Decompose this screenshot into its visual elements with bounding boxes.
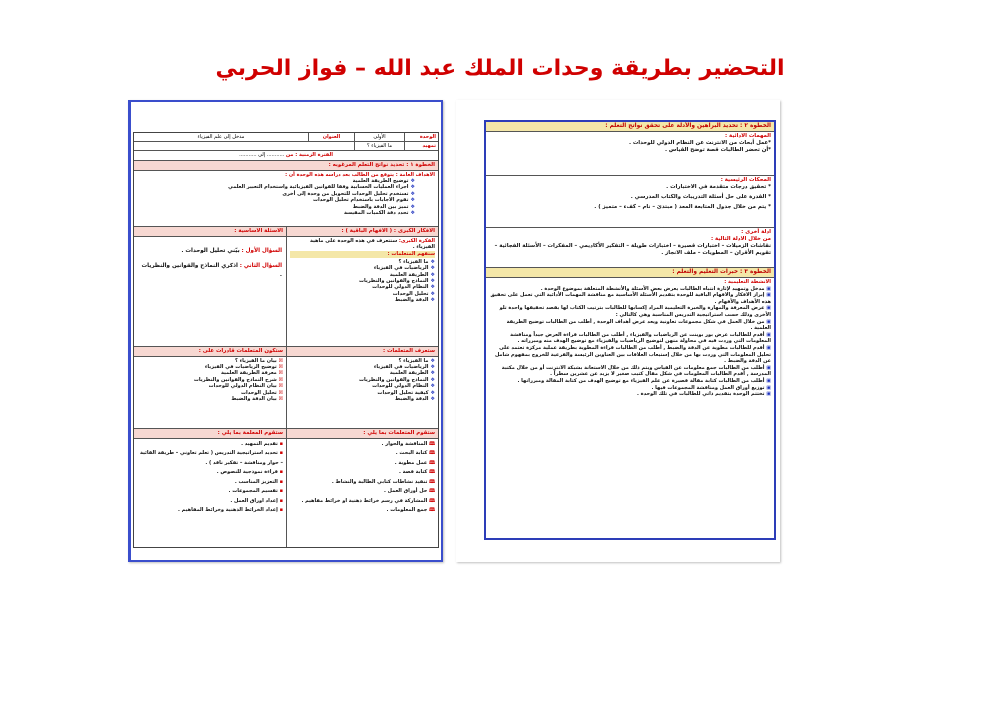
do-teacher-header-row [134, 429, 438, 439]
question-2-text: اذكري النماذج والقوانين والنظريات . [141, 262, 282, 278]
main-criteria [486, 176, 774, 228]
able-item: ☒ بيان النظام الدولي للوحدات [208, 383, 283, 390]
do-item: 🕮 كتابة قصة . [398, 469, 435, 476]
big-ideas-row [134, 237, 438, 347]
step2-heading: الخطوة ٢ : تحديد البراهين والأدلة على تحقق نواتج التعلم : [486, 122, 774, 132]
other-evidence-intro: من خلال الادلة التالية : [710, 236, 771, 242]
title-label: العنوان [308, 133, 354, 141]
learn-item: ❖تحليل الوحدات [392, 290, 435, 297]
step1-heading: الخطوة ١ : تحديد نواتج التعلم المرغوبه : [134, 161, 438, 171]
right-page-frame [484, 120, 776, 540]
perf-task-item: *عمل أبحاث من الانترنت عن النظام الدولي للوحدات . [628, 140, 771, 146]
do-item: 🕮 حل أوراق العمل . [384, 488, 435, 495]
know-item: ❖الطريقة العلمية [389, 370, 435, 377]
do-item: 🕮 جمع المعلومات . [386, 507, 435, 514]
big-ideas-header-row [134, 227, 438, 237]
unit-label: الوحدة [404, 133, 438, 141]
page-title: التحضير بطريقة وحدات الملك عبد الله – فواز الحربي [215, 56, 785, 81]
question-2-label: السؤال الثاني : [239, 262, 282, 269]
learning-activities [486, 278, 774, 399]
intro-label: تمهيد [404, 142, 438, 150]
question-1-label: السؤال الأول : [241, 247, 282, 254]
able-item: ☒ تحليل الوحدات [241, 389, 283, 396]
teacher-item: ▪ قراءة نموذجية للنصوص . [216, 469, 283, 476]
learn-item: ❖الطريقة العلمية [389, 271, 435, 278]
able-item: ☒ معرفة الطريقة العلمية [220, 370, 283, 377]
other-evidence-label: ادلة أخرى : [741, 229, 771, 235]
learn-item: ❖النماذج والقوانين والنظريات [358, 278, 435, 285]
know-header: ستعرف المتعلمات : [286, 347, 438, 356]
activity-item: ▣ من خلال العمل في شكل مجموعات تعاونية ويعد عرض أهداف الوحدة , أطلب من الطالبات توضيح الطريقة العلمية . [506, 318, 771, 332]
big-idea-text: ستتعرف في هذه الوحدة على ماهية الفيزياء . [309, 237, 435, 251]
able-item: ☒ بيان الدقة والضبط [231, 396, 283, 403]
activity-item: ▣ أقدم للطالبات عرض بور بوينت عن الرياضيات والفيزياء , أطلب من الطالبات قراءة العرض جيداً ومناقشة المعلومات التي وردت فيه في محاولة منهن لتوضيح الرياضيات والفيزياء مع توضيح الهدف منه ومبرراته . [510, 331, 771, 345]
perf-tasks-label: المهمات الادائية : [725, 133, 771, 139]
main-tasks-label: المحكات الرئيسية : [720, 177, 771, 183]
intro-value: ما الفيزياء ؟ [354, 142, 404, 150]
activity-item: ▣ توزيع أوراق العمل ومناقشة المجموعات فيها . [651, 384, 771, 391]
goal-item: ❖تستخدم تحليل الوحدات للتحويل من وحدة إلى أخرى [282, 190, 415, 197]
teacher-header: ستقوم المعلمة بما يلي : [134, 429, 286, 438]
period-row: الفترة الزمنية : من ........... إلى ........... [134, 151, 438, 160]
main-task-item: * يتم من خلال جدول المتابعة المعد ( مبتدئ – نام – كفء – متميز ) . [594, 204, 771, 210]
learn-item: ❖الرياضيات في الفيزياء [373, 265, 435, 272]
do-teacher-row [134, 439, 438, 548]
able-item: ☒ شرح النماذج والقوانين والنظريات [193, 376, 283, 383]
teacher-item: ▪ التعزيز المناسب . [234, 478, 283, 485]
activity-item: ▣ تختتم الوحدة بتقديم ذاتي للطالبات في تلك الوحدة . [637, 391, 771, 398]
left-document-page [128, 100, 443, 562]
big-idea-label: الفكرة الكبرى: [398, 237, 435, 244]
learn-header: ستفهم المتعلمات : [290, 251, 435, 257]
questions-header: الاسئلة الاساسية : [134, 227, 286, 236]
goal-item: ❖تحدد دقة الكميات المقيسة [343, 210, 415, 217]
step3-heading: الخطوة ٣ : خبرات التعليم والتعلم : [486, 268, 774, 278]
know-item: ❖النماذج والقوانين والنظريات [358, 376, 435, 383]
activity-item: ▣ عرض المعرفة والمهارة والخبرة التعليمية المراد إكسابها للطالبات بترتيب الكتاب لها بقصد تحقيقها واحدة تلو الأخرى وذلك حسب استراتيجية التدريس المناسبة وهي كالتالي : [499, 305, 771, 318]
big-ideas-header: الافكار الكبرى : ( الافهام الباقية ) : [286, 227, 438, 236]
know-item: ❖النظام الدولي للوحدات [372, 383, 435, 390]
goal-item: ❖تميز بين الدقة والضبط [352, 203, 415, 210]
question-1-text: بيّني تحليل الوحدات . [181, 247, 240, 254]
teacher-item: ▪ تقديم التمهيد . [241, 440, 283, 447]
activity-item: ▣ إبراز الافكار والافهام الباقية للوحدة بتقديم الأسئلة الأساسية مع مناقشة المهمات الأدائية التي تعمل على تحقيق هذه الأهداف والأفهام . [490, 292, 771, 305]
goal-item: ❖اجراء العمليات الحسابية وفقا للقوانين الفيزيائية واستخدام التعبير العلمي [228, 184, 415, 191]
perf-task-item: *أن تحضر الطالبات قصة توضح القياس . [665, 147, 771, 153]
goals-intro: الاهداف العامة : يتوقع من الطالب بعد دراسه هذه الوحدة أن : [285, 171, 435, 178]
main-task-item: * القدرة على حل أسئلة التدريبات والكتاب المدرسي . [630, 194, 771, 200]
unit-value: الأولى [354, 133, 404, 141]
do-item: 🕮 تنفيذ نشاطات كتابي الطالبة والنشاط . [331, 478, 435, 485]
performance-tasks [486, 132, 774, 176]
period-to: إلى [258, 152, 266, 159]
activity-item: ▣ أطلب من الطالبات كتابة مقالة قصيرة عن علم الفيزياء مع توضيح الهدف من كتابة المقالة ومبرراتها . [517, 377, 771, 384]
do-header: ستقوم المتعلمات بما يلي : [286, 429, 438, 438]
know-item: ❖الدقة والضبط [394, 396, 435, 403]
activities-label: الانشطة التعليمية : [724, 279, 771, 285]
unit-header-row [134, 133, 438, 142]
know-item: ❖الرياضيات في الفيزياء [373, 364, 435, 371]
right-document-page [456, 100, 780, 562]
title-value: مدخل إلى علم الفيزياء [197, 134, 245, 140]
learn-item: ❖الدقة والضبط [394, 297, 435, 304]
do-item: 🕮 المناقشة والحوار . [381, 440, 435, 447]
teacher-item: ▪ إعداد اوراق العمل . [230, 497, 283, 504]
able-header: ستكون المتعلمات قادرات على : [134, 347, 286, 356]
able-item: ☒ بيان ما الفيزياء ؟ [234, 357, 283, 364]
learn-item: ❖النظام الدولي للوحدات [372, 284, 435, 291]
know-able-row [134, 357, 438, 429]
general-goals [134, 171, 438, 227]
period-label: الفترة الزمنية : من [285, 152, 333, 159]
do-item: 🕮 كتابة البحث . [395, 450, 435, 457]
know-able-header-row [134, 347, 438, 357]
activity-item: ▣ أطلب من الطالبات جمع معلومات عن القياس ويتم ذلك من خلال الاستعانة بشبكة الانترنت أو من خلال مكتبة المدرسة , أقدم الطالبات المعلومات في شكل مقال كتيب صغير لا يزيد عن عشرين سطراً . [501, 364, 771, 378]
goal-item: ❖توضيح الطريقة العلمية [352, 178, 415, 185]
teacher-item: ▪ تحديد استراتيجية التدريس ( تعلم تعاوني – طريقة القائية – حوار ومناقشة – تفكير ناقد ) . [139, 450, 283, 466]
able-item: ☒ توضيح الرياضيات في الفيزياء [204, 364, 283, 371]
activity-item: ▣ مدخل وتمهيد لإثارة انتباه الطالبات يعرض بعض الأسئلة والأنشطة المتعلقة بموضوع الوحدة . [540, 285, 771, 292]
other-evidence [486, 228, 774, 268]
activity-item: ▣ أقدم للطالبات مطوية عن الدقة والضبط , أطلب من الطالبات قراءة المطوية بطريقة عملية مركزة تعتمد على تحليل المعلومات التي وردت بها من خلال إستيعاب العلاقات بين العناوين الرئيسة والفرعية للخروج بمفهوم شامل عن الدقة والضبط . [494, 344, 771, 365]
do-item: 🕮 المشاركة في رسم خرائط ذهنية او خرائط مفاهيم . [301, 497, 435, 504]
teacher-item: ▪ إعداد الخرائط الذهنية وخرائط المفاهيم . [178, 507, 283, 514]
learn-item: ❖ما الفيزياء ؟ [398, 258, 435, 265]
left-page-table [133, 132, 439, 548]
teacher-item: ▪ تقسيم المجموعات . [228, 488, 283, 495]
main-task-item: * تحقيق درجات متقدمة في الاختبارات . [666, 184, 771, 190]
know-item: ❖كيفية تحليل الوحدات [377, 389, 435, 396]
intro-row [134, 142, 438, 151]
know-item: ❖ما الفيزياء ؟ [398, 357, 435, 364]
do-item: 🕮 عمل مطوية . [394, 459, 435, 466]
goal-item: ❖تقوم الاجابات باستخدام تحليل الوحدات [313, 197, 415, 204]
other-evidence-text: نقاشات الزميلات – اختبارات قصيرة – اختبارات طويلة – التفكير الأكاديمي – المفكرات – الأسئلة الفجائية – تقويم الأقران – المطويات – ملف الانجاز . [494, 243, 771, 256]
